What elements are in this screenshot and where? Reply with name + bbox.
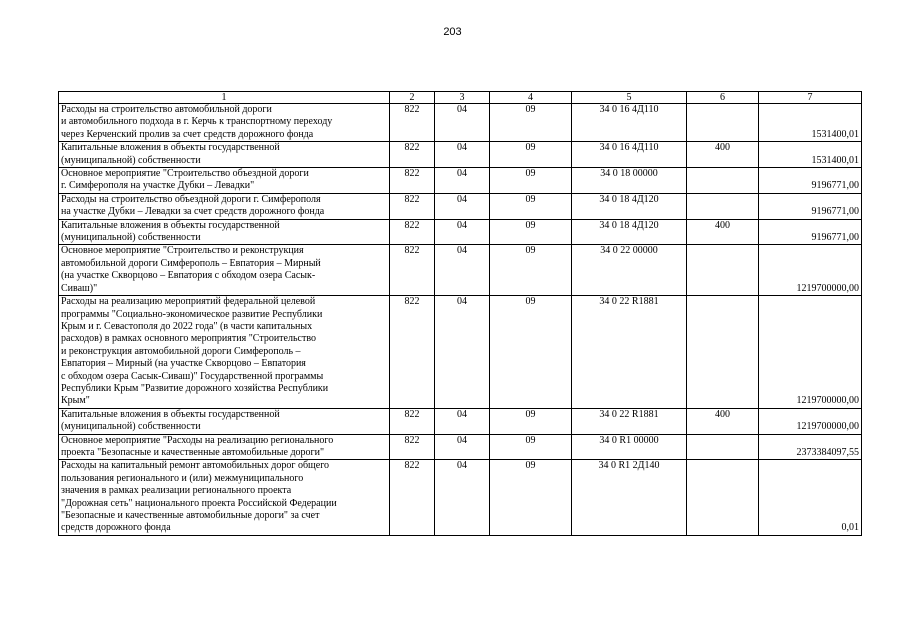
row-code-4-cell: 09 — [490, 104, 572, 142]
table-row — [59, 193, 862, 219]
budget-table-body — [59, 92, 862, 536]
row-amount-cell: 1219700000,00 — [759, 296, 862, 409]
table-row — [59, 296, 862, 409]
row-code-4-cell: 09 — [490, 193, 572, 219]
header-cell-4: 4 — [490, 92, 572, 104]
header-cell-3: 3 — [435, 92, 490, 104]
table-row — [59, 104, 862, 142]
row-amount-cell: 1219700000,00 — [759, 245, 862, 296]
row-name-cell: Капитальные вложения в объекты государственной (муниципальной) собственности — [59, 219, 390, 245]
row-code-5-cell: 34 0 16 4Д110 — [572, 104, 687, 142]
row-code-5-cell: 34 0 22 00000 — [572, 245, 687, 296]
row-code-4-cell: 09 — [490, 434, 572, 460]
row-code-4-cell: 09 — [490, 408, 572, 434]
row-code-3-cell: 04 — [435, 142, 490, 168]
row-code-2-cell: 822 — [390, 104, 435, 142]
header-cell-6: 6 — [687, 92, 759, 104]
table-header-row — [59, 92, 862, 104]
row-code-6-cell — [687, 460, 759, 535]
row-code-5-cell: 34 0 22 R1881 — [572, 408, 687, 434]
header-cell-1: 1 — [59, 92, 390, 104]
row-code-2-cell: 822 — [390, 460, 435, 535]
row-name-cell: Расходы на капитальный ремонт автомобильных дорог общего пользования регионального и (или) межмуниципального значения в рамках реализации регионального проекта "Дорожная сеть" национального проекта Российской Федерации "Безопасные и качественные автомобильные дороги" за счет средств дорожного фонда — [59, 460, 390, 535]
row-code-2-cell: 822 — [390, 434, 435, 460]
row-amount-cell: 9196771,00 — [759, 219, 862, 245]
row-amount-cell: 9196771,00 — [759, 193, 862, 219]
row-code-4-cell: 09 — [490, 460, 572, 535]
row-code-4-cell: 09 — [490, 168, 572, 194]
row-amount-cell: 1219700000,00 — [759, 408, 862, 434]
header-cell-7: 7 — [759, 92, 862, 104]
row-code-2-cell: 822 — [390, 142, 435, 168]
row-code-4-cell: 09 — [490, 219, 572, 245]
page-number: 203 — [443, 26, 462, 38]
row-code-6-cell — [687, 245, 759, 296]
row-code-3-cell: 04 — [435, 193, 490, 219]
row-amount-cell: 1531400,01 — [759, 142, 862, 168]
row-name-cell: Основное мероприятие "Расходы на реализацию регионального проекта "Безопасные и качественные автомобильные дороги" — [59, 434, 390, 460]
row-code-5-cell: 34 0 18 4Д120 — [572, 219, 687, 245]
row-amount-cell: 1531400,01 — [759, 104, 862, 142]
row-code-3-cell: 04 — [435, 104, 490, 142]
table-row — [59, 168, 862, 194]
row-code-3-cell: 04 — [435, 434, 490, 460]
row-code-3-cell: 04 — [435, 408, 490, 434]
row-name-cell: Капитальные вложения в объекты государственной (муниципальной) собственности — [59, 142, 390, 168]
row-code-6-cell — [687, 168, 759, 194]
table-row — [59, 219, 862, 245]
row-amount-cell: 0,01 — [759, 460, 862, 535]
table-row — [59, 460, 862, 535]
row-amount-cell: 2373384097,55 — [759, 434, 862, 460]
row-code-3-cell: 04 — [435, 219, 490, 245]
row-code-3-cell: 04 — [435, 245, 490, 296]
row-code-6-cell — [687, 104, 759, 142]
row-code-2-cell: 822 — [390, 193, 435, 219]
row-name-cell: Расходы на реализацию мероприятий федеральной целевой программы "Социально-экономическое развитие Республики Крым и г. Севастополя до 2022 года" (в части капитальных расходов) в рамках основного мероприятия "Строительство и реконструкция автомобильной дороги Симферополь – Евпатория – Мирный (на участке Скворцово – Евпатория с обходом озера Сасык-Сиваш)" Государственной программы Республики Крым "Развитие дорожного хозяйства Республики Крым" — [59, 296, 390, 409]
table-row — [59, 434, 862, 460]
row-name-cell: Основное мероприятие "Строительство и реконструкция автомобильной дороги Симферополь – Евпатория – Мирный (на участке Скворцово – Евпатория с обходом озера Сасык- Сиваш)" — [59, 245, 390, 296]
row-code-4-cell: 09 — [490, 142, 572, 168]
row-code-6-cell — [687, 193, 759, 219]
row-code-2-cell: 822 — [390, 296, 435, 409]
row-code-4-cell: 09 — [490, 245, 572, 296]
table-row — [59, 408, 862, 434]
row-code-2-cell: 822 — [390, 168, 435, 194]
header-cell-2: 2 — [390, 92, 435, 104]
row-amount-cell: 9196771,00 — [759, 168, 862, 194]
row-code-2-cell: 822 — [390, 408, 435, 434]
row-code-3-cell: 04 — [435, 168, 490, 194]
header-cell-5: 5 — [572, 92, 687, 104]
row-name-cell: Капитальные вложения в объекты государственной (муниципальной) собственности — [59, 408, 390, 434]
row-name-cell: Расходы на строительство объездной дороги г. Симферополя на участке Дубки – Левадки за счет средств дорожного фонда — [59, 193, 390, 219]
row-code-5-cell: 34 0 R1 00000 — [572, 434, 687, 460]
row-code-6-cell — [687, 296, 759, 409]
row-code-5-cell: 34 0 22 R1881 — [572, 296, 687, 409]
row-code-6-cell: 400 — [687, 142, 759, 168]
row-code-2-cell: 822 — [390, 219, 435, 245]
row-code-5-cell: 34 0 16 4Д110 — [572, 142, 687, 168]
budget-table — [58, 91, 862, 536]
row-code-6-cell — [687, 434, 759, 460]
row-code-6-cell: 400 — [687, 408, 759, 434]
table-row — [59, 142, 862, 168]
row-code-5-cell: 34 0 18 00000 — [572, 168, 687, 194]
row-code-3-cell: 04 — [435, 460, 490, 535]
row-code-6-cell: 400 — [687, 219, 759, 245]
row-name-cell: Основное мероприятие "Строительство объездной дороги г. Симферополя на участке Дубки – Левадки" — [59, 168, 390, 194]
table-row — [59, 245, 862, 296]
row-code-5-cell: 34 0 R1 2Д140 — [572, 460, 687, 535]
row-code-3-cell: 04 — [435, 296, 490, 409]
row-code-5-cell: 34 0 18 4Д120 — [572, 193, 687, 219]
row-code-2-cell: 822 — [390, 245, 435, 296]
row-name-cell: Расходы на строительство автомобильной дороги и автомобильного подхода в г. Керчь к транспортному переходу через Керченский пролив за счет средств дорожного фонда — [59, 104, 390, 142]
row-code-4-cell: 09 — [490, 296, 572, 409]
